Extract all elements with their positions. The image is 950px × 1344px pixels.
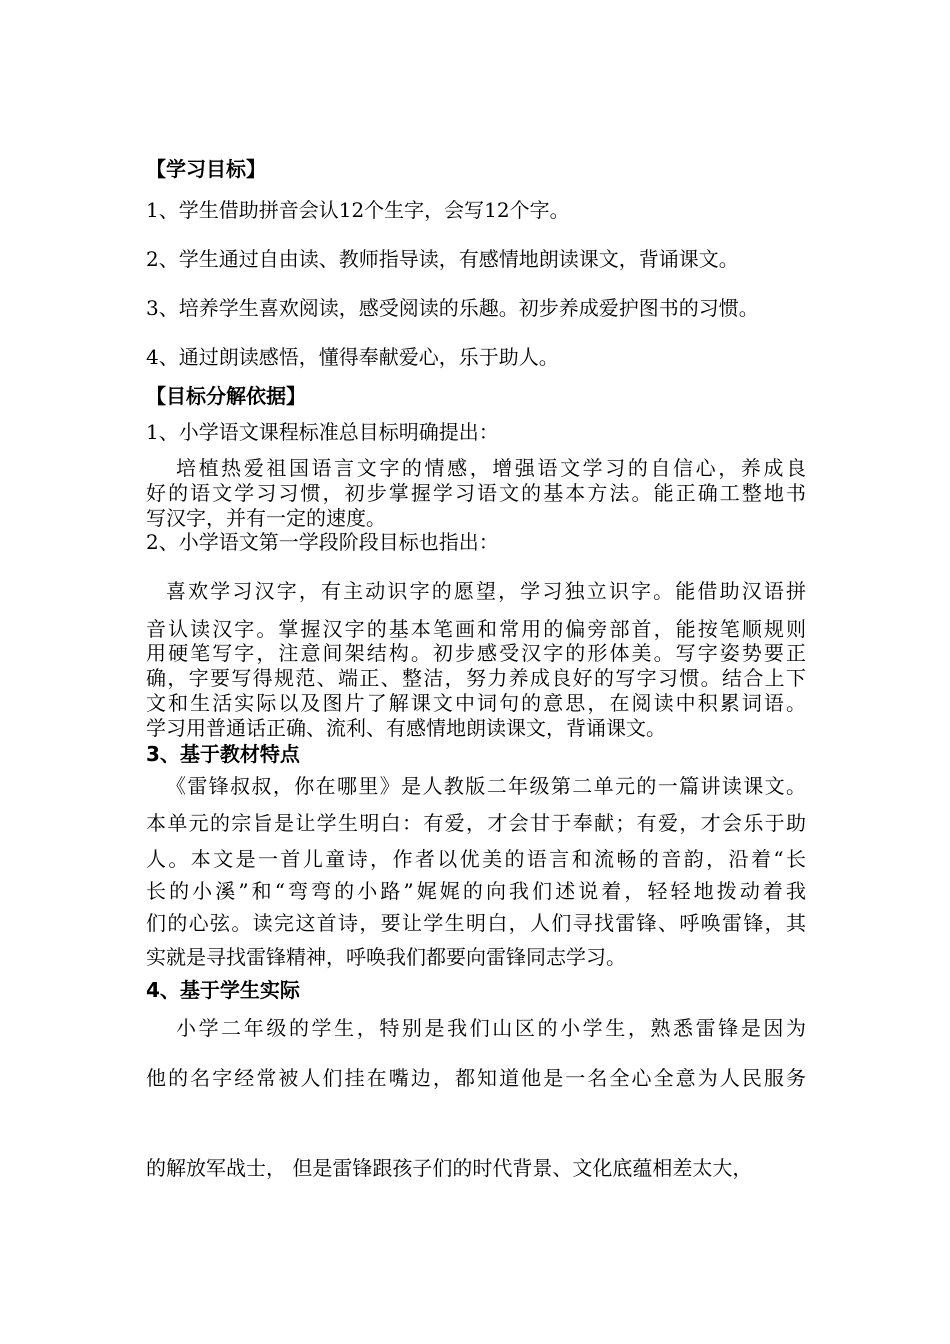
basis-point-4: 4、基于学生实际 [146, 978, 300, 1002]
basis-para3-line-3: 人。本文是一首儿童诗，作者以优美的语言和流畅的音韵，沿着“长 [146, 847, 806, 871]
basis-para1-line-2: 好的语文学习习惯，初步掌握学习语文的基本方法。能正确工整地书 [146, 481, 806, 505]
basis-para2-line-2: 音认读汉字。掌握汉字的基本笔画和常用的偏旁部首，能按笔顺规则 [146, 617, 806, 641]
basis-para3-line-5: 们的心弦。读完这首诗，要让学生明白，人们寻找雷锋、呼唤雷锋，其 [146, 911, 806, 935]
basis-heading: 【目标分解依据】 [146, 384, 306, 408]
basis-para2-line-6: 学习用普通话正确、流利、有感情地朗读课文，背诵课文。 [146, 716, 666, 740]
learning-goals-heading: 【学习目标】 [146, 157, 266, 181]
goal-item-2: 2、学生通过自由读、教师指导读，有感情地朗读课文，背诵课文。 [146, 247, 739, 271]
basis-para3-line-2: 本单元的宗旨是让学生明白：有爱，才会甘于奉献；有爱，才会乐于助 [146, 811, 806, 835]
goal-item-1: 1、学生借助拼音会认12个生字，会写12个字。 [146, 198, 570, 222]
basis-para3-line-1: 《雷锋叔叔，你在哪里》是人教版二年级第二单元的一篇讲读课文。 [166, 774, 806, 798]
basis-para4-line-1: 小学二年级的学生，特别是我们山区的小学生，熟悉雷锋是因为 [176, 1016, 806, 1040]
basis-point-3: 3、基于教材特点 [146, 742, 300, 766]
basis-para2-line-4: 确，字要写得规范、端正、整洁，努力养成良好的写字习惯。结合上下 [146, 666, 806, 690]
basis-para3-line-6: 实就是寻找雷锋精神，呼唤我们都要向雷锋同志学习。 [146, 945, 626, 969]
basis-para1-line-3: 写汉字，并有一定的速度。 [146, 506, 386, 530]
basis-para1-line-1: 培植热爱祖国语言文字的情感，增强语文学习的自信心，养成良 [176, 456, 806, 480]
basis-para3-line-4: 长的小溪”和“弯弯的小路”娓娓的向我们述说着，轻轻地拨动着我 [146, 879, 806, 903]
basis-para2-line-5: 文和生活实际以及图片了解课文中词句的意思，在阅读中积累词语。 [146, 691, 806, 715]
basis-point-2: 2、小学语文第一学段阶段目标也指出： [146, 530, 499, 554]
basis-point-1: 1、小学语文课程标准总目标明确提出： [146, 420, 499, 444]
goal-item-4: 4、通过朗读感悟，懂得奉献爱心，乐于助人。 [146, 345, 559, 369]
basis-para2-line-3: 用硬笔写字，注意间架结构。初步感受汉字的形体美。写字姿势要正 [146, 641, 806, 665]
goal-item-3: 3、培养学生喜欢阅读，感受阅读的乐趣。初步养成爱护图书的习惯。 [146, 296, 759, 320]
basis-para4-line-3: 的解放军战士， 但是雷锋跟孩子们的时代背景、文化底蕴相差太大， [146, 1156, 753, 1180]
basis-para2-line-1: 喜欢学习汉字，有主动识字的愿望，学习独立识字。能借助汉语拼 [166, 579, 806, 603]
basis-para4-line-2: 他的名字经常被人们挂在嘴边，都知道他是一名全心全意为人民服务 [146, 1066, 806, 1090]
